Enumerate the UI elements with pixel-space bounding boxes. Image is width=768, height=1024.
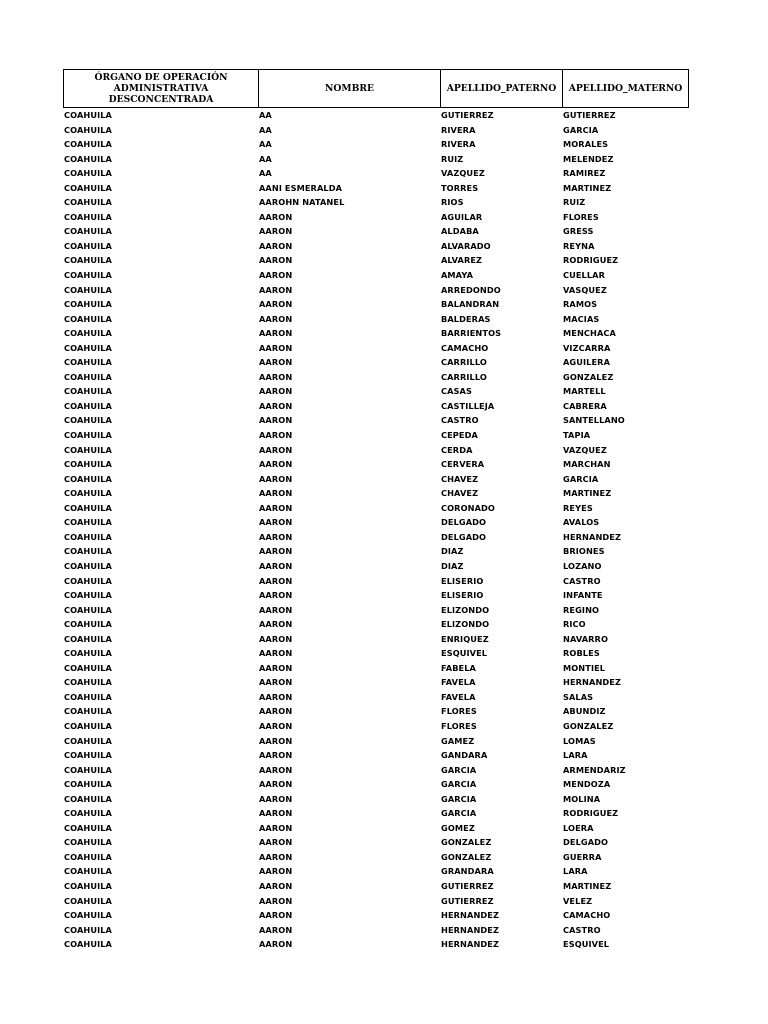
table-row — [0, 675, 768, 690]
table-row — [0, 530, 768, 545]
nombre-cell: AARON — [259, 750, 293, 761]
apellido-materno-cell: LARA — [563, 866, 588, 877]
apellido-paterno-cell: HERNANDEZ — [441, 939, 500, 950]
nombre-cell: AARON — [259, 619, 293, 630]
organo-cell: COAHUILA — [64, 197, 112, 208]
nombre-cell: AANI ESMERALDA — [259, 182, 343, 193]
apellido-materno-cell: MARTELL — [563, 386, 606, 397]
organo-cell: COAHUILA — [64, 168, 112, 179]
organo-cell: COAHUILA — [64, 531, 112, 542]
table-row — [0, 603, 768, 618]
nombre-cell: AARON — [259, 313, 293, 324]
apellido-paterno-cell: GUTIERREZ — [441, 110, 494, 120]
apellido-paterno-cell: GOMEZ — [441, 822, 475, 833]
nombre-cell: AARON — [259, 677, 293, 688]
apellido-paterno-cell: GUTIERREZ — [441, 895, 494, 906]
apellido-materno-cell: RODRIGUEZ — [563, 808, 619, 819]
nombre-cell: AARON — [259, 706, 293, 717]
organo-cell: COAHUILA — [64, 488, 112, 499]
organo-cell: COAHUILA — [64, 895, 112, 906]
table-row — [0, 166, 768, 181]
organo-cell: COAHUILA — [64, 255, 112, 266]
nombre-cell: AARON — [259, 342, 293, 353]
apellido-paterno-cell: GAMEZ — [441, 735, 475, 746]
table-row — [0, 370, 768, 385]
nombre-cell: AARON — [259, 240, 293, 251]
apellido-paterno-cell: ESQUIVEL — [441, 648, 488, 659]
table-row — [0, 108, 768, 123]
apellido-materno-cell: VASQUEZ — [563, 284, 607, 295]
table-header — [63, 69, 689, 108]
table-row — [0, 704, 768, 719]
apellido-materno-cell: LOZANO — [563, 560, 602, 571]
organo-cell: COAHUILA — [64, 284, 112, 295]
apellido-materno-cell: GONZALEZ — [563, 371, 614, 382]
apellido-paterno-cell: ELISERIO — [441, 590, 484, 601]
nombre-cell: AARON — [259, 764, 293, 775]
apellido-paterno-cell: FLORES — [441, 720, 477, 731]
nombre-cell: AARON — [259, 910, 293, 921]
table-row — [0, 588, 768, 603]
table-row — [0, 894, 768, 909]
apellido-materno-cell: RODRIGUEZ — [563, 255, 619, 266]
apellido-materno-cell: SALAS — [563, 691, 594, 702]
apellido-materno-cell: AGUILERA — [563, 357, 611, 368]
organo-cell: COAHUILA — [64, 313, 112, 324]
nombre-cell: AA — [259, 168, 272, 179]
apellido-materno-cell: REGINO — [563, 604, 600, 615]
apellido-paterno-cell: GARCIA — [441, 808, 477, 819]
apellido-paterno-cell: TORRES — [441, 182, 479, 193]
table-row — [0, 413, 768, 428]
nombre-cell: AARON — [259, 371, 293, 382]
table-row — [0, 763, 768, 778]
table-row — [0, 850, 768, 865]
apellido-materno-cell: GARCIA — [563, 124, 599, 135]
table-row — [0, 864, 768, 879]
apellido-materno-cell: BRIONES — [563, 546, 605, 557]
nombre-cell: AARON — [259, 735, 293, 746]
organo-cell: COAHUILA — [64, 299, 112, 310]
apellido-materno-cell: SANTELLANO — [563, 415, 625, 426]
nombre-cell: AARON — [259, 270, 293, 281]
apellido-materno-cell: MENDOZA — [563, 779, 611, 790]
table-row — [0, 690, 768, 705]
nombre-cell: AARON — [259, 502, 293, 513]
apellido-paterno-cell: CASAS — [441, 386, 472, 397]
apellido-materno-cell: ESQUIVEL — [563, 939, 610, 950]
table-row — [0, 937, 768, 952]
organo-cell: COAHUILA — [64, 560, 112, 571]
apellido-paterno-cell: FAVELA — [441, 691, 476, 702]
organo-cell: COAHUILA — [64, 691, 112, 702]
table-row — [0, 326, 768, 341]
apellido-paterno-cell: ALDABA — [441, 226, 479, 237]
nombre-cell: AARON — [259, 939, 293, 950]
organo-cell: COAHUILA — [64, 735, 112, 746]
table-row — [0, 559, 768, 574]
nombre-cell: AARON — [259, 488, 293, 499]
nombre-cell: AARON — [259, 284, 293, 295]
nombre-cell: AARON — [259, 895, 293, 906]
nombre-cell: AA — [259, 153, 272, 164]
nombre-cell: AARON — [259, 851, 293, 862]
nombre-cell: AARON — [259, 720, 293, 731]
apellido-paterno-cell: CARRILLO — [441, 371, 487, 382]
nombre-cell: AARON — [259, 400, 293, 411]
header-nombre: NOMBRE — [259, 70, 441, 108]
apellido-paterno-cell: GONZALEZ — [441, 837, 492, 848]
apellido-materno-cell: GARCIA — [563, 473, 599, 484]
organo-cell: COAHUILA — [64, 517, 112, 528]
organo-cell: COAHUILA — [64, 473, 112, 484]
organo-cell: COAHUILA — [64, 110, 112, 120]
apellido-paterno-cell: FAVELA — [441, 677, 476, 688]
apellido-materno-cell: HERNANDEZ — [563, 531, 622, 542]
apellido-materno-cell: MORALES — [563, 139, 609, 150]
organo-cell: COAHUILA — [64, 153, 112, 164]
organo-cell: COAHUILA — [64, 880, 112, 891]
table-row — [0, 923, 768, 938]
organo-cell: COAHUILA — [64, 808, 112, 819]
apellido-materno-cell: LOMAS — [563, 735, 596, 746]
apellido-paterno-cell: AGUILAR — [441, 211, 483, 222]
apellido-materno-cell: CABRERA — [563, 400, 607, 411]
nombre-cell: AARON — [259, 226, 293, 237]
apellido-paterno-cell: CERDA — [441, 444, 473, 455]
organo-cell: COAHUILA — [64, 764, 112, 775]
table-row — [0, 137, 768, 152]
apellido-paterno-cell: GONZALEZ — [441, 851, 492, 862]
apellido-paterno-cell: GUTIERREZ — [441, 880, 494, 891]
nombre-cell: AARON — [259, 459, 293, 470]
apellido-materno-cell: ABUNDIZ — [563, 706, 606, 717]
apellido-paterno-cell: BALANDRAN — [441, 299, 500, 310]
apellido-materno-cell: HERNANDEZ — [563, 677, 622, 688]
apellido-materno-cell: LOERA — [563, 822, 594, 833]
nombre-cell: AARON — [259, 560, 293, 571]
table-row — [0, 341, 768, 356]
nombre-cell: AARON — [259, 299, 293, 310]
table-row — [0, 152, 768, 167]
nombre-cell: AARON — [259, 808, 293, 819]
table-row — [0, 210, 768, 225]
organo-cell: COAHUILA — [64, 124, 112, 135]
apellido-materno-cell: CASTRO — [563, 575, 601, 586]
nombre-cell: AARON — [259, 357, 293, 368]
table-row — [0, 399, 768, 414]
table-row — [0, 181, 768, 196]
table-row — [0, 501, 768, 516]
nombre-cell: AARON — [259, 779, 293, 790]
apellido-materno-cell: MARCHAN — [563, 459, 611, 470]
apellido-paterno-cell: AMAYA — [441, 270, 474, 281]
nombre-cell: AARON — [259, 924, 293, 935]
table-row — [0, 268, 768, 283]
table-row — [0, 355, 768, 370]
nombre-cell: AARON — [259, 575, 293, 586]
nombre-cell: AARON — [259, 604, 293, 615]
table-row — [0, 428, 768, 443]
apellido-paterno-cell: ELIZONDO — [441, 619, 490, 630]
organo-cell: COAHUILA — [64, 706, 112, 717]
organo-cell: COAHUILA — [64, 386, 112, 397]
apellido-paterno-cell: ELISERIO — [441, 575, 484, 586]
apellido-paterno-cell: GANDARA — [441, 750, 488, 761]
apellido-materno-cell: NAVARRO — [563, 633, 609, 644]
nombre-cell: AA — [259, 124, 272, 135]
apellido-paterno-cell: CERVERA — [441, 459, 485, 470]
organo-cell: COAHUILA — [64, 575, 112, 586]
nombre-cell: AARON — [259, 211, 293, 222]
nombre-cell: AARON — [259, 880, 293, 891]
organo-cell: COAHUILA — [64, 619, 112, 630]
apellido-paterno-cell: CEPEDA — [441, 430, 478, 441]
organo-cell: COAHUILA — [64, 430, 112, 441]
table-row — [0, 879, 768, 894]
nombre-cell: AARON — [259, 255, 293, 266]
apellido-materno-cell: GUERRA — [563, 851, 602, 862]
table-row — [0, 515, 768, 530]
table-row — [0, 661, 768, 676]
apellido-paterno-cell: FABELA — [441, 662, 476, 673]
table-row — [0, 734, 768, 749]
apellido-paterno-cell: HERNANDEZ — [441, 924, 500, 935]
organo-cell: COAHUILA — [64, 866, 112, 877]
organo-cell: COAHUILA — [64, 444, 112, 455]
organo-cell: COAHUILA — [64, 502, 112, 513]
apellido-materno-cell: REYES — [563, 502, 593, 513]
apellido-paterno-cell: CASTILLEJA — [441, 400, 495, 411]
apellido-paterno-cell: ELIZONDO — [441, 604, 490, 615]
nombre-cell: AA — [259, 110, 272, 120]
apellido-paterno-cell: BARRIENTOS — [441, 328, 502, 339]
organo-cell: COAHUILA — [64, 910, 112, 921]
table-row — [0, 777, 768, 792]
nombre-cell: AAROHN NATANEL — [259, 197, 345, 208]
apellido-materno-cell: GRESS — [563, 226, 594, 237]
apellido-materno-cell: RAMIREZ — [563, 168, 606, 179]
table-row — [0, 617, 768, 632]
apellido-materno-cell: AVALOS — [563, 517, 600, 528]
apellido-materno-cell: GONZALEZ — [563, 720, 614, 731]
organo-cell: COAHUILA — [64, 822, 112, 833]
apellido-materno-cell: MACIAS — [563, 313, 600, 324]
apellido-materno-cell: DELGADO — [563, 837, 609, 848]
nombre-cell: AARON — [259, 517, 293, 528]
apellido-paterno-cell: ARREDONDO — [441, 284, 501, 295]
apellido-materno-cell: MONTIEL — [563, 662, 606, 673]
apellido-materno-cell: CASTRO — [563, 924, 601, 935]
organo-cell: COAHUILA — [64, 648, 112, 659]
apellido-paterno-cell: ENRIQUEZ — [441, 633, 489, 644]
nombre-cell: AARON — [259, 430, 293, 441]
table-row — [0, 646, 768, 661]
table-row — [0, 748, 768, 763]
organo-cell: COAHUILA — [64, 590, 112, 601]
apellido-materno-cell: MOLINA — [563, 793, 601, 804]
apellido-materno-cell: VAZQUEZ — [563, 444, 607, 455]
apellido-paterno-cell: RIVERA — [441, 139, 476, 150]
organo-cell: COAHUILA — [64, 459, 112, 470]
nombre-cell: AARON — [259, 415, 293, 426]
table-row — [0, 283, 768, 298]
apellido-paterno-cell: CORONADO — [441, 502, 495, 513]
table-row — [0, 384, 768, 399]
apellido-paterno-cell: RUIZ — [441, 153, 464, 164]
apellido-materno-cell: MARTINEZ — [563, 880, 612, 891]
organo-cell: COAHUILA — [64, 211, 112, 222]
table-row — [0, 821, 768, 836]
organo-cell: COAHUILA — [64, 677, 112, 688]
apellido-materno-cell: RICO — [563, 619, 586, 630]
table-row — [0, 195, 768, 210]
organo-cell: COAHUILA — [64, 357, 112, 368]
apellido-paterno-cell: CAMACHO — [441, 342, 489, 353]
apellido-materno-cell: FLORES — [563, 211, 599, 222]
apellido-paterno-cell: CHAVEZ — [441, 488, 479, 499]
nombre-cell: AARON — [259, 473, 293, 484]
organo-cell: COAHUILA — [64, 328, 112, 339]
header-organo: ÓRGANO DE OPERACIÓN ADMINISTRATIVA DESCONCENTRADA — [64, 70, 259, 108]
apellido-paterno-cell: HERNANDEZ — [441, 910, 500, 921]
table-row — [0, 123, 768, 138]
table-row — [0, 908, 768, 923]
organo-cell: COAHUILA — [64, 604, 112, 615]
apellido-materno-cell: ROBLES — [563, 648, 600, 659]
organo-cell: COAHUILA — [64, 546, 112, 557]
apellido-paterno-cell: DIAZ — [441, 546, 464, 557]
organo-cell: COAHUILA — [64, 182, 112, 193]
table-row — [0, 224, 768, 239]
nombre-cell: AARON — [259, 662, 293, 673]
organo-cell: COAHUILA — [64, 720, 112, 731]
nombre-cell: AARON — [259, 691, 293, 702]
table-row — [0, 472, 768, 487]
apellido-materno-cell: INFANTE — [563, 590, 603, 601]
organo-cell: COAHUILA — [64, 371, 112, 382]
organo-cell: COAHUILA — [64, 779, 112, 790]
apellido-materno-cell: ARMENDARIZ — [563, 764, 626, 775]
apellido-materno-cell: VELEZ — [563, 895, 593, 906]
apellido-paterno-cell: RIOS — [441, 197, 464, 208]
table-row — [0, 792, 768, 807]
organo-cell: COAHUILA — [64, 270, 112, 281]
organo-cell: COAHUILA — [64, 662, 112, 673]
apellido-paterno-cell: DIAZ — [441, 560, 464, 571]
organo-cell: COAHUILA — [64, 793, 112, 804]
apellido-materno-cell: MENCHACA — [563, 328, 616, 339]
apellido-paterno-cell: DELGADO — [441, 531, 487, 542]
apellido-paterno-cell: GRANDARA — [441, 866, 494, 877]
apellido-materno-cell: VIZCARRA — [563, 342, 611, 353]
table-row — [0, 544, 768, 559]
nombre-cell: AARON — [259, 546, 293, 557]
apellido-paterno-cell: CASTRO — [441, 415, 479, 426]
apellido-paterno-cell: BALDERAS — [441, 313, 491, 324]
organo-cell: COAHUILA — [64, 415, 112, 426]
organo-cell: COAHUILA — [64, 750, 112, 761]
table-row — [0, 719, 768, 734]
organo-cell: COAHUILA — [64, 939, 112, 950]
nombre-cell: AARON — [259, 837, 293, 848]
apellido-materno-cell: GUTIERREZ — [563, 110, 616, 120]
table-row — [0, 574, 768, 589]
apellido-materno-cell: LARA — [563, 750, 588, 761]
organo-cell: COAHUILA — [64, 851, 112, 862]
apellido-paterno-cell: CARRILLO — [441, 357, 487, 368]
nombre-cell: AARON — [259, 590, 293, 601]
apellido-paterno-cell: GARCIA — [441, 793, 477, 804]
apellido-materno-cell: CUELLAR — [563, 270, 606, 281]
header-apellido-paterno: APELLIDO_PATERNO — [441, 70, 563, 108]
organo-cell: COAHUILA — [64, 139, 112, 150]
table-row — [0, 632, 768, 647]
apellido-paterno-cell: ALVAREZ — [441, 255, 483, 266]
organo-cell: COAHUILA — [64, 924, 112, 935]
organo-cell: COAHUILA — [64, 633, 112, 644]
table-row — [0, 486, 768, 501]
nombre-cell: AARON — [259, 633, 293, 644]
table-row — [0, 443, 768, 458]
organo-cell: COAHUILA — [64, 342, 112, 353]
apellido-materno-cell: MELENDEZ — [563, 153, 614, 164]
nombre-cell: AARON — [259, 793, 293, 804]
apellido-materno-cell: CAMACHO — [563, 910, 611, 921]
table-body — [0, 108, 768, 952]
table-row — [0, 253, 768, 268]
apellido-paterno-cell: DELGADO — [441, 517, 487, 528]
nombre-cell: AARON — [259, 822, 293, 833]
nombre-cell: AARON — [259, 444, 293, 455]
table-row — [0, 457, 768, 472]
apellido-materno-cell: RUIZ — [563, 197, 586, 208]
apellido-materno-cell: MARTINEZ — [563, 488, 612, 499]
apellido-paterno-cell: VAZQUEZ — [441, 168, 485, 179]
apellido-materno-cell: MARTINEZ — [563, 182, 612, 193]
organo-cell: COAHUILA — [64, 837, 112, 848]
table-row — [0, 312, 768, 327]
organo-cell: COAHUILA — [64, 400, 112, 411]
apellido-paterno-cell: GARCIA — [441, 779, 477, 790]
apellido-materno-cell: TAPIA — [563, 430, 591, 441]
organo-cell: COAHUILA — [64, 240, 112, 251]
nombre-cell: AARON — [259, 866, 293, 877]
nombre-cell: AARON — [259, 648, 293, 659]
apellido-paterno-cell: ALVARADO — [441, 240, 491, 251]
apellido-materno-cell: RAMOS — [563, 299, 598, 310]
header-apellido-materno: APELLIDO_MATERNO — [563, 70, 689, 108]
nombre-cell: AARON — [259, 328, 293, 339]
apellido-paterno-cell: RIVERA — [441, 124, 476, 135]
apellido-paterno-cell: GARCIA — [441, 764, 477, 775]
apellido-paterno-cell: FLORES — [441, 706, 477, 717]
nombre-cell: AA — [259, 139, 272, 150]
nombre-cell: AARON — [259, 386, 293, 397]
apellido-paterno-cell: CHAVEZ — [441, 473, 479, 484]
apellido-materno-cell: REYNA — [563, 240, 595, 251]
nombre-cell: AARON — [259, 531, 293, 542]
organo-cell: COAHUILA — [64, 226, 112, 237]
table-row — [0, 835, 768, 850]
table-row — [0, 239, 768, 254]
table-row — [0, 806, 768, 821]
table-row — [0, 297, 768, 312]
